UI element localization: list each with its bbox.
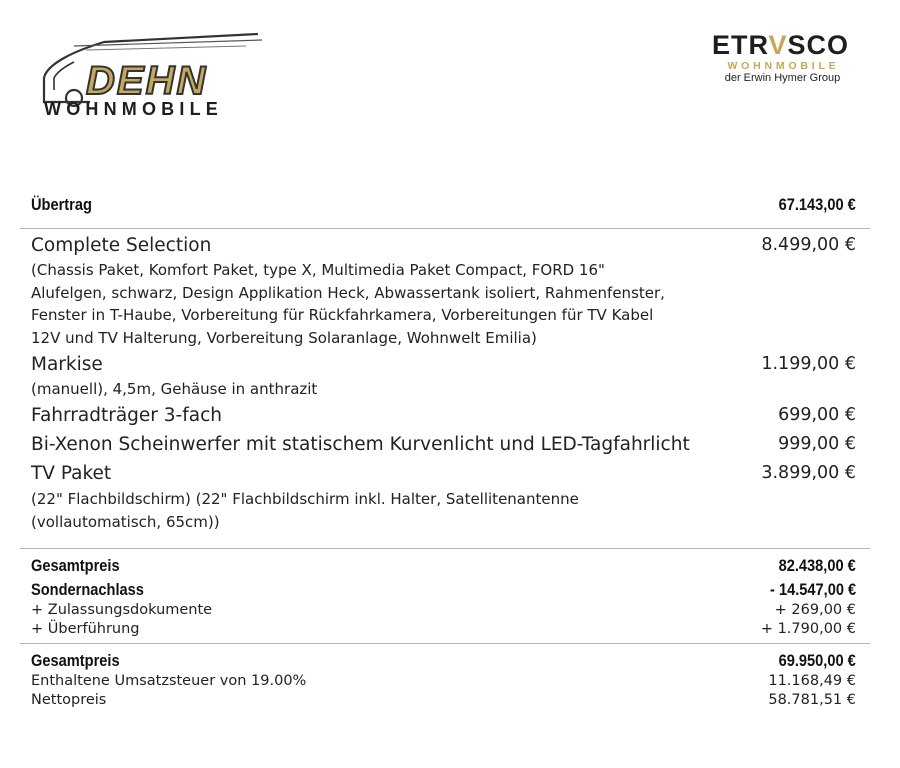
ust-label: Enthaltene Umsatzsteuer von 19.00% (31, 673, 307, 689)
final-gesamtpreis-row (31, 651, 856, 673)
item-title: Markise (31, 354, 103, 375)
line-item (31, 463, 856, 489)
carry-over-label: Übertrag (31, 195, 92, 214)
line-item (31, 235, 856, 261)
item-title: Fahrradträger 3-fach (31, 405, 222, 426)
line-item (31, 434, 856, 460)
final-gesamtpreis-label: Gesamtpreis (31, 651, 120, 670)
divider (20, 643, 870, 644)
netto-label: Nettopreis (31, 692, 107, 708)
etrusco-brand: ETRVSCO (711, 30, 850, 60)
final-gesamtpreis-amount: 69.950,00 € (778, 651, 856, 670)
item-title: Complete Selection (31, 235, 212, 256)
dehn-brand: DEHN (86, 59, 208, 103)
gesamtpreis-row (31, 556, 856, 578)
ueberfuehrung-row (31, 621, 856, 640)
sondernachlass-label: Sondernachlass (31, 580, 144, 599)
etrusco-logo (708, 30, 853, 85)
item-price: 8.499,00 € (761, 235, 856, 255)
zulassung-row (31, 602, 856, 621)
item-price: 1.199,00 € (761, 354, 856, 374)
gesamtpreis-amount: 82.438,00 € (778, 556, 856, 575)
line-item (31, 405, 856, 431)
sondernachlass-amount: - 14.547,00 € (769, 580, 856, 599)
sondernachlass-row (31, 580, 856, 602)
netto-amount: 58.781,51 € (768, 692, 856, 708)
ust-amount: 11.168,49 € (768, 673, 856, 689)
divider (20, 548, 870, 549)
item-title: Bi-Xenon Scheinwerfer mit statischem Kurvenlicht und LED-Tagfahrlicht (31, 434, 690, 455)
zulassung-label: + Zulassungsdokumente (31, 602, 213, 618)
line-item (31, 354, 856, 380)
item-description: (manuell), 4,5m, Gehäuse in anthrazit (31, 380, 318, 398)
divider (20, 228, 870, 229)
item-description: (Chassis Paket, Komfort Paket, type X, Multimedia Paket Compact, FORD 16" Alufelgen, schwarz, Design Applikation Heck, Abwassertank isoliert, Rahmenfenster, Fenster in T-Haube, Vorbereitung für Rückfahrkamera, Vorbereitungen für TV Kabel 12V und TV Halterung, Vorbereitung Solaranlage, Wohnwelt Emilia) (31, 261, 665, 347)
item-title: TV Paket (31, 463, 112, 484)
carry-over-row (31, 195, 856, 219)
ueberfuehrung-label: + Überführung (31, 621, 140, 637)
netto-row (31, 692, 856, 711)
carry-over-amount: 67.143,00 € (778, 195, 856, 214)
item-description: (22" Flachbildschirm) (22" Flachbildschirm inkl. Halter, Satellitenantenne (vollautomatisch, 65cm)) (31, 490, 579, 531)
dehn-subtitle: WOHNMOBILE (44, 99, 223, 119)
zulassung-amount: + 269,00 € (774, 602, 856, 618)
ueberfuehrung-amount: + 1.790,00 € (760, 621, 856, 637)
etrusco-group: der Erwin Hymer Group (724, 72, 841, 84)
gesamtpreis-label: Gesamtpreis (31, 556, 120, 575)
item-price: 3.899,00 € (761, 463, 856, 483)
etrusco-subtitle: WOHNMOBILE (727, 60, 840, 72)
ust-row (31, 673, 856, 692)
item-price: 699,00 € (778, 405, 856, 425)
item-price: 999,00 € (778, 434, 856, 454)
